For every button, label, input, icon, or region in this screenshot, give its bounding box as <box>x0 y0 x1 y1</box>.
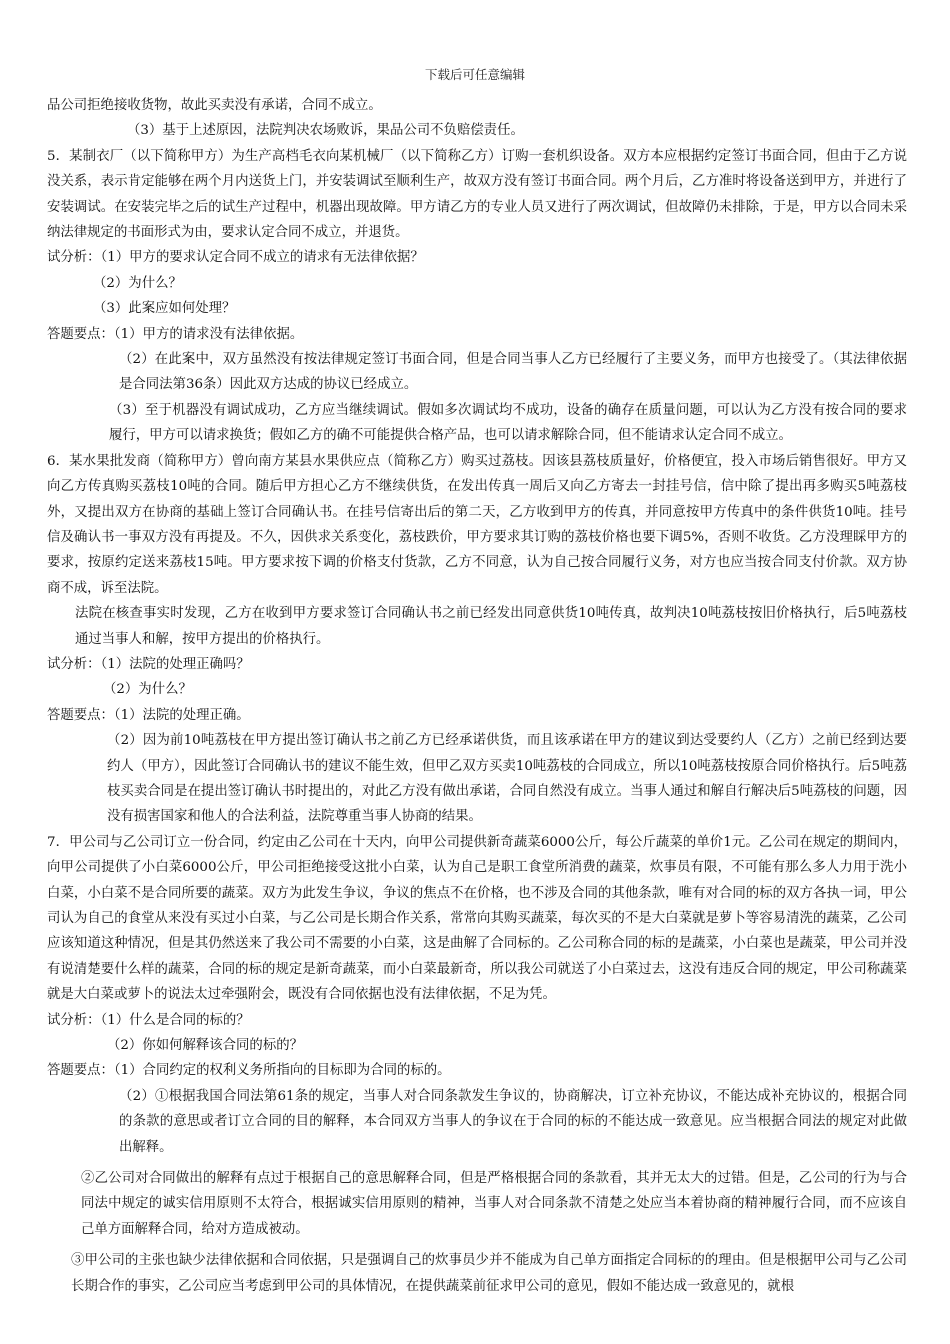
page-header: 下载后可任意编辑 <box>424 67 525 82</box>
case-7-paragraph: 7．甲公司与乙公司订立一份合同，约定由乙公司在十天内，向甲公司提供新奇蔬菜6000公斤，每公斤蔬菜的单价1元。乙公司在规定的期间内，向甲公司提供了小白菜6000公斤，甲公司拒绝接受这批小白菜，认为自己是职工食堂所消费的蔬菜，炊事员有限，不可能有那么多人力用于洗小白菜，小白菜不是合同所要的蔬菜。双方为此发生争议，争议的焦点不在价格，也不涉及合同的其他条款，唯有对合同的标的双方各执一词，甲公司认为自己的食堂从来没有买过小白菜，与乙公司是长期合作关系，常常向其购买蔬菜，每次买的不是大白菜就是萝卜等容易清洗的蔬菜，乙公司应该知道这种情况，但是其仍然送来了我公司不需要的小白菜，这是曲解了合同标的。乙公司称合同的标的是蔬菜，小白菜也是蔬菜，甲公司并没有说清楚要什么样的蔬菜，合同的标的规定是新奇蔬菜，而小白菜最新奇，所以我公司就送了小白菜过去，这没有违反合同的规定，甲公司称蔬菜就是大白菜或萝卜的说法太过牵强附会，既没有合同依据也没有法律依据，不足为凭。 <box>47 834 907 1003</box>
question-line: （2）你如何解释该合同的标的？ <box>107 1038 303 1054</box>
answer-line: 答题要点：（1）合同约定的权利义务所指向的目标即为合同的标的。 <box>47 1063 451 1079</box>
case-5-paragraph: 5．某制衣厂（以下简称甲方）为生产高档毛衣向某机械厂（以下简称乙方）订购一套机织设备。双方本应根据约定签订书面合同，但由于乙方说没关系，表示肯定能够在两个月内送货上门，并安装调试至顺利生产，故双方没有签订书面合同。两个月后，乙方准时将设备送到甲方，并进行了安装调试。在安装完毕之后的试生产过程中，机器出现故障。甲方请乙方的专业人员又进行了两次调试，但故障仍未排除，于是，甲方以合同未采纳法律规定的书面形式为由，要求认定合同不成立，并退货。 <box>47 148 907 241</box>
paragraph: 法院在核查事实时发现，乙方在收到甲方要求签订合同确认书之前已经发出同意供货10吨传真，故判决10吨荔枝按旧价格执行，后5吨荔枝通过当事人和解，按甲方提出的价格执行。 <box>75 606 907 647</box>
answer-line: 答题要点：（1）甲方的请求没有法律依据。 <box>47 326 304 342</box>
answer-paragraph: （2）①根据我国合同法第61条的规定，当事人对合同条款发生争议的，协商解决，订立补充协议，不能达成补充协议的，根据合同的条款的意思或者订立合同的目的解释，本合同双方当事人的争议在于合同的标的不能达成一致意见。应当根据合同法的规定对此做出解释。 <box>119 1088 907 1155</box>
answer-paragraph: （2）在此案中，双方虽然没有按法律规定签订书面合同，但是合同当事人乙方已经履行了主要义务，而甲方也接受了。（其法律依据是合同法第36条）因此双方达成的协议已经成立。 <box>119 352 907 393</box>
question-line: （2）为什么？ <box>93 275 182 291</box>
answer-paragraph: ③甲公司的主张也缺少法律依据和合同依据，只是强调自己的炊事员少并不能成为自己单方面指定合同标的的理由。但是根据甲公司与乙公司长期合作的事实，乙公司应当考虑到甲公司的具体情况，在提供蔬菜前征求甲公司的意见，假如不能达成一致意见的，就根 <box>71 1253 907 1294</box>
question-line: （2）为什么？ <box>103 682 192 698</box>
answer-paragraph: （2）因为前10吨荔枝在甲方提出签订确认书之前乙方已经承诺供货，而且该承诺在甲方的建议到达受要约人（乙方）之前已经到达要约人（甲方），因此签订合同确认书的建议不能生效，但甲乙双方买卖10吨荔枝的合同成立，所以10吨荔枝按原合同价格执行。后5吨荔枝买卖合同是在提出签订确认书时提出的，对此乙方没有做出承诺，合同自然没有成立。当事人通过和解自行解决后5吨荔枝的问题，因没有损害国家和他人的合法利益，法院尊重当事人协商的结果。 <box>107 733 907 825</box>
answer-line: 答题要点：（1）法院的处理正确。 <box>47 707 250 723</box>
answer-paragraph: ②乙公司对合同做出的解释有点过于根据自己的意思解释合同，但是严格根据合同的条款看，其并无太大的过错。但是，乙公司的行为与合同法中规定的诚实信用原则不太符合，根据诚实信用原则的精神，当事人对合同条款不清楚之处应当本着协商的精神履行合同，而不应该自己单方面解释合同，给对方造成被动。 <box>81 1171 907 1237</box>
document-body <box>47 93 907 1299</box>
question-line: 试分析：（1）法院的处理正确吗？ <box>47 656 250 672</box>
paragraph: （3）基于上述原因，法院判决农场败诉，果品公司不负赔偿责任。 <box>127 123 524 139</box>
question-line: 试分析：（1）什么是合同的标的？ <box>47 1012 250 1028</box>
case-6-paragraph: 6．某水果批发商（简称甲方）曾向南方某县水果供应点（简称乙方）购买过荔枝。因该县荔枝质量好，价格便宜，投入市场后销售很好。甲方又向乙方传真购买荔枝10吨的合同。随后甲方担心乙方不继续供货，在发出传真一周后又向乙方寄去一封挂号信，信中除了提出再多购买5吨荔枝外，又提出双方在协商的基础上签订合同确认书。在挂号信寄出后的第二天，乙方收到甲方的传真，并同意按甲方传真中的条件供货10吨。挂号信及确认书一事双方没有再提及。不久，因供求关系变化，荔枝跌价，甲方要求其订购的荔枝价格也要下调5%，否则不收货。乙方没理睬甲方的要求，按原约定送来荔枝15吨。甲方要求按下调的价格支付货款，乙方不同意，认为自己按合同履行义务，对方也应当按合同支付价款。双方协商不成，诉至法院。 <box>47 453 907 596</box>
question-line: 试分析：（1）甲方的要求认定合同不成立的请求有无法律依据？ <box>47 250 424 266</box>
paragraph: 品公司拒绝接收货物，故此买卖没有承诺，合同不成立。 <box>47 98 382 113</box>
answer-paragraph: （3）至于机器没有调试成功，乙方应当继续调试。假如多次调试均不成功，设备的确存在质量问题，可以认为乙方没有按合同的要求履行，甲方可以请求换货；假如乙方的确不可能提供合格产品，也可以请求解除合同，但不能请求认定合同不成立。 <box>109 402 907 444</box>
question-line: （3）此案应如何处理？ <box>93 301 236 317</box>
